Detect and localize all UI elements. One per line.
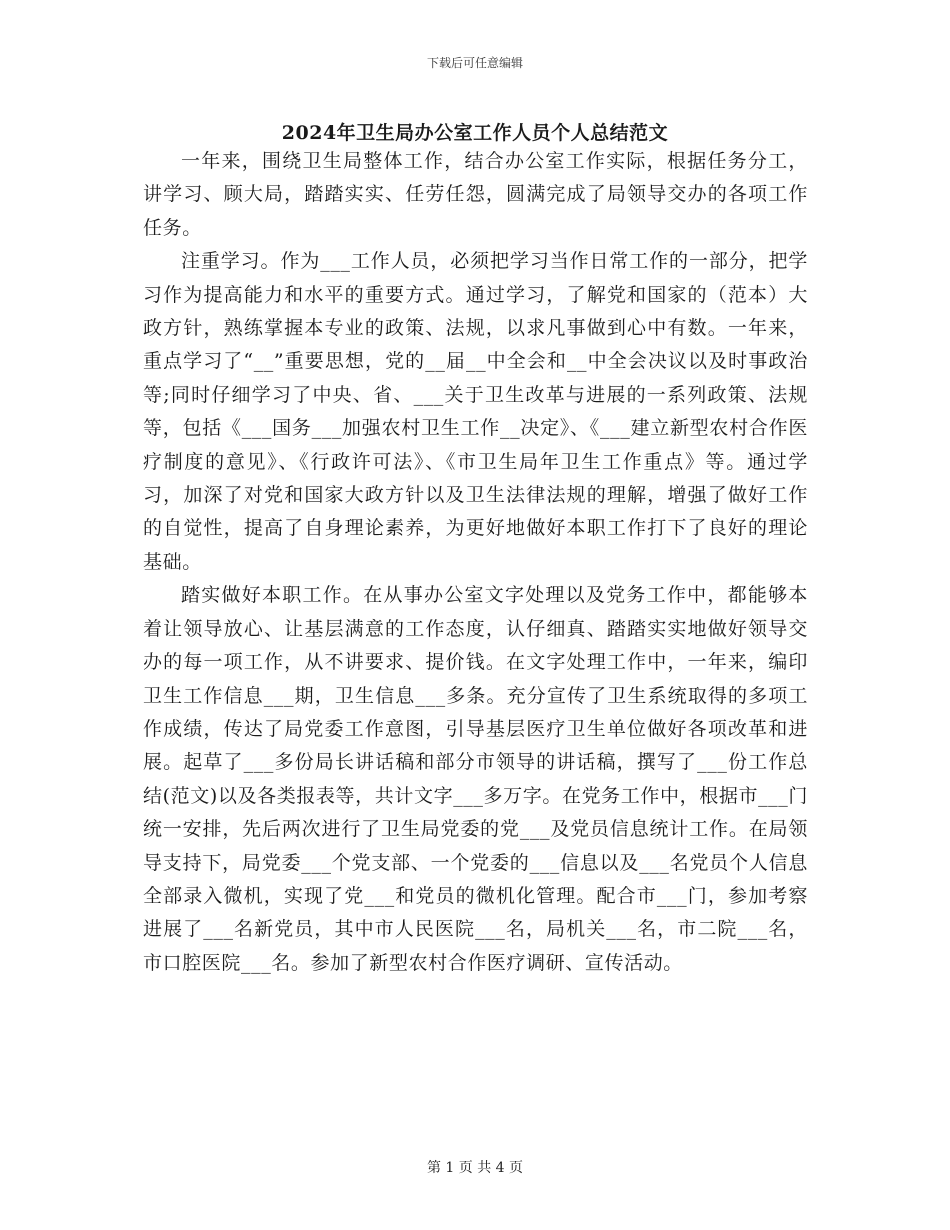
document-body — [143, 145, 808, 980]
paragraph-intro: 一年来，围绕卫生局整体工作，结合办公室工作实际，根据任务分工，讲学习、顾大局，踏踏实实、任劳任怨，圆满完成了局领导交办的各项工作任务。 — [143, 150, 808, 239]
paragraph-study: 注重学习。作为___工作人员，必须把学习当作日常工作的一部分，把学习作为提高能力和水平的重要方式。通过学习，了解党和国家的（范本）大政方针，熟练掌握本专业的政策、法规，以求凡事做到心中有数。一年来，重点学习了“__”重要思想，党的__届__中全会和__中全会决议以及时事政治等;同时仔细学习了中央、省、___关于卫生改革与进展的一系列政策、法规等，包括《___国务___加强农村卫生工作__决定》、《___建立新型农村合作医疗制度的意见》、《行政许可法》、《市卫生局年卫生工作重点》等。通过学习，加深了对党和国家大政方针以及卫生法律法规的理解，增强了做好工作的自觉性，提高了自身理论素养，为更好地做好本职工作打下了良好的理论基础。 — [143, 250, 808, 573]
page-header-note: 下载后可任意编辑 — [426, 56, 523, 70]
page-number-footer: 第 1 页 共 4 页 — [426, 1160, 524, 1176]
document-title: 2024年卫生局办公室工作人员个人总结范文 — [281, 122, 669, 144]
paragraph-duties: 踏实做好本职工作。在从事办公室文字处理以及党务工作中，都能够本着让领导放心、让基层满意的工作态度，认仔细真、踏踏实实地做好领导交办的每一项工作，从不讲要求、提价钱。在文字处理工作中，一年来，编印卫生工作信息___期，卫生信息___多条。充分宣传了卫生系统取得的多项工作成绩，传达了局党委工作意图，引导基层医疗卫生单位做好各项改革和进展。起草了___多份局长讲话稿和部分市领导的讲话稿，撰写了___份工作总结(范文)以及各类报表等，共计文字___多万字。在党务工作中，根据市___门统一安排，先后两次进行了卫生局党委的党___及党员信息统计工作。在局领导支持下，局党委___个党支部、一个党委的___信息以及___名党员个人信息全部录入微机，实现了党___和党员的微机化管理。配合市___门，参加考察进展了___名新党员，其中市人民医院___名，局机关___名，市二院___名，市口腔医院___名。参加了新型农村合作医疗调研、宣传活动。 — [143, 584, 808, 974]
